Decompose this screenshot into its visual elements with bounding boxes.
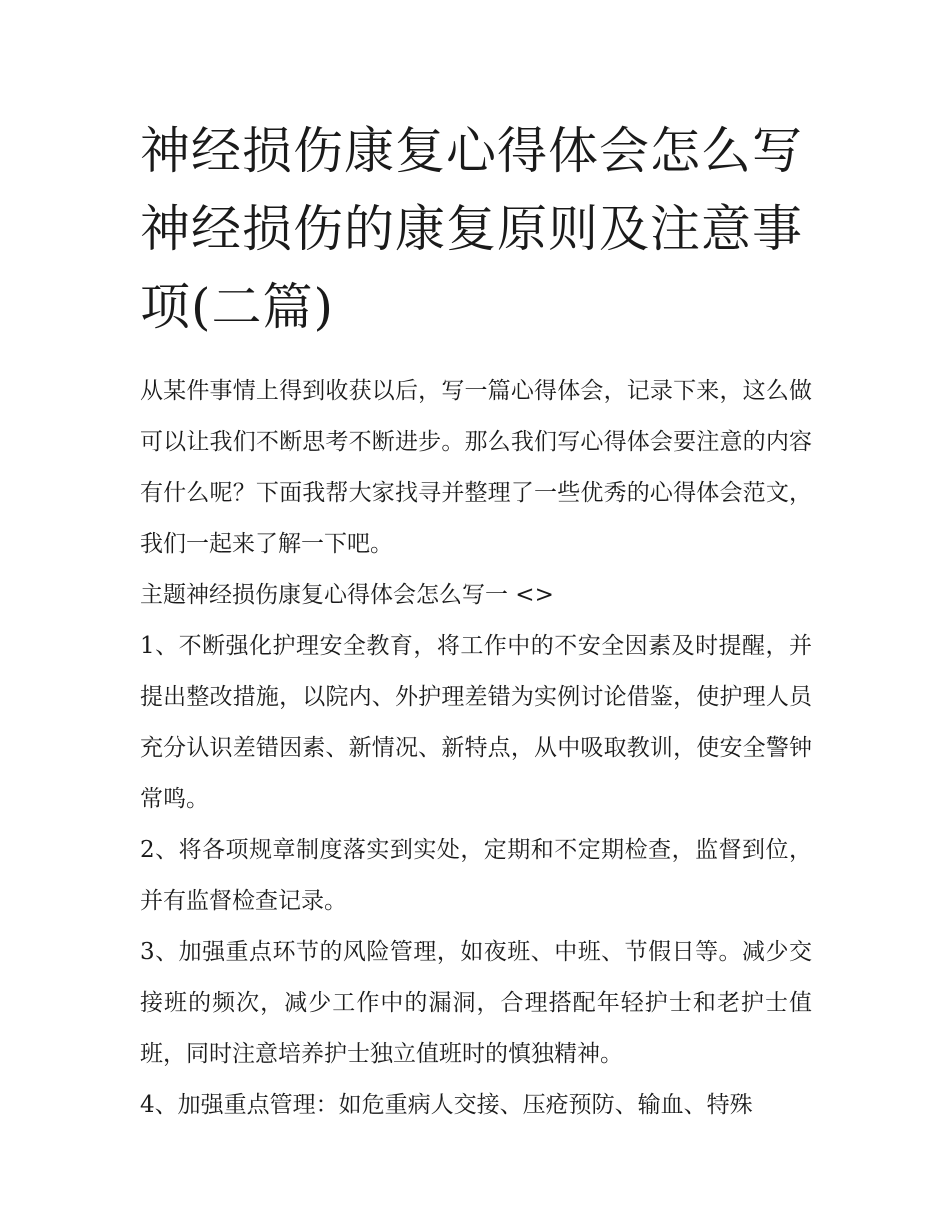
list-item-3: 3、加强重点环节的风险管理，如夜班、中班、节假日等。减少交接班的频次，减少工作中的漏洞，合理搭配年轻护士和老护士值班，同时注意培养护士独立值班时的慎独精神。 bbox=[140, 939, 812, 1067]
document-body bbox=[140, 112, 820, 1131]
list-item-2: 2、将各项规章制度落实到实处，定期和不定期检查，监督到位，并有监督检查记录。 bbox=[140, 837, 812, 914]
list-item-1: 1、不断强化护理安全教育，将工作中的不安全因素及时提醒，并提出整改措施，以院内、外护理差错为实例讨论借鉴，使护理人员充分认识差错因素、新情况、新特点，从中吸取教训，使安全警钟常鸣。 bbox=[140, 633, 812, 812]
document-title: 神经损伤康复心得体会怎么写神经损伤的康复原则及注意事项(二篇) bbox=[140, 122, 803, 336]
intro-paragraph: 从某件事情上得到收获以后，写一篇心得体会，记录下来，这么做可以让我们不断思考不断进步。那么我们写心得体会要注意的内容有什么呢？下面我帮大家找寻并整理了一些优秀的心得体会范文，我们一起来了解一下吧。 bbox=[140, 378, 812, 557]
section-heading: 主题神经损伤康复心得体会怎么写一 <> bbox=[140, 582, 554, 608]
list-item-4: 4、加强重点管理：如危重病人交接、压疮预防、输血、特殊 bbox=[140, 1092, 753, 1118]
